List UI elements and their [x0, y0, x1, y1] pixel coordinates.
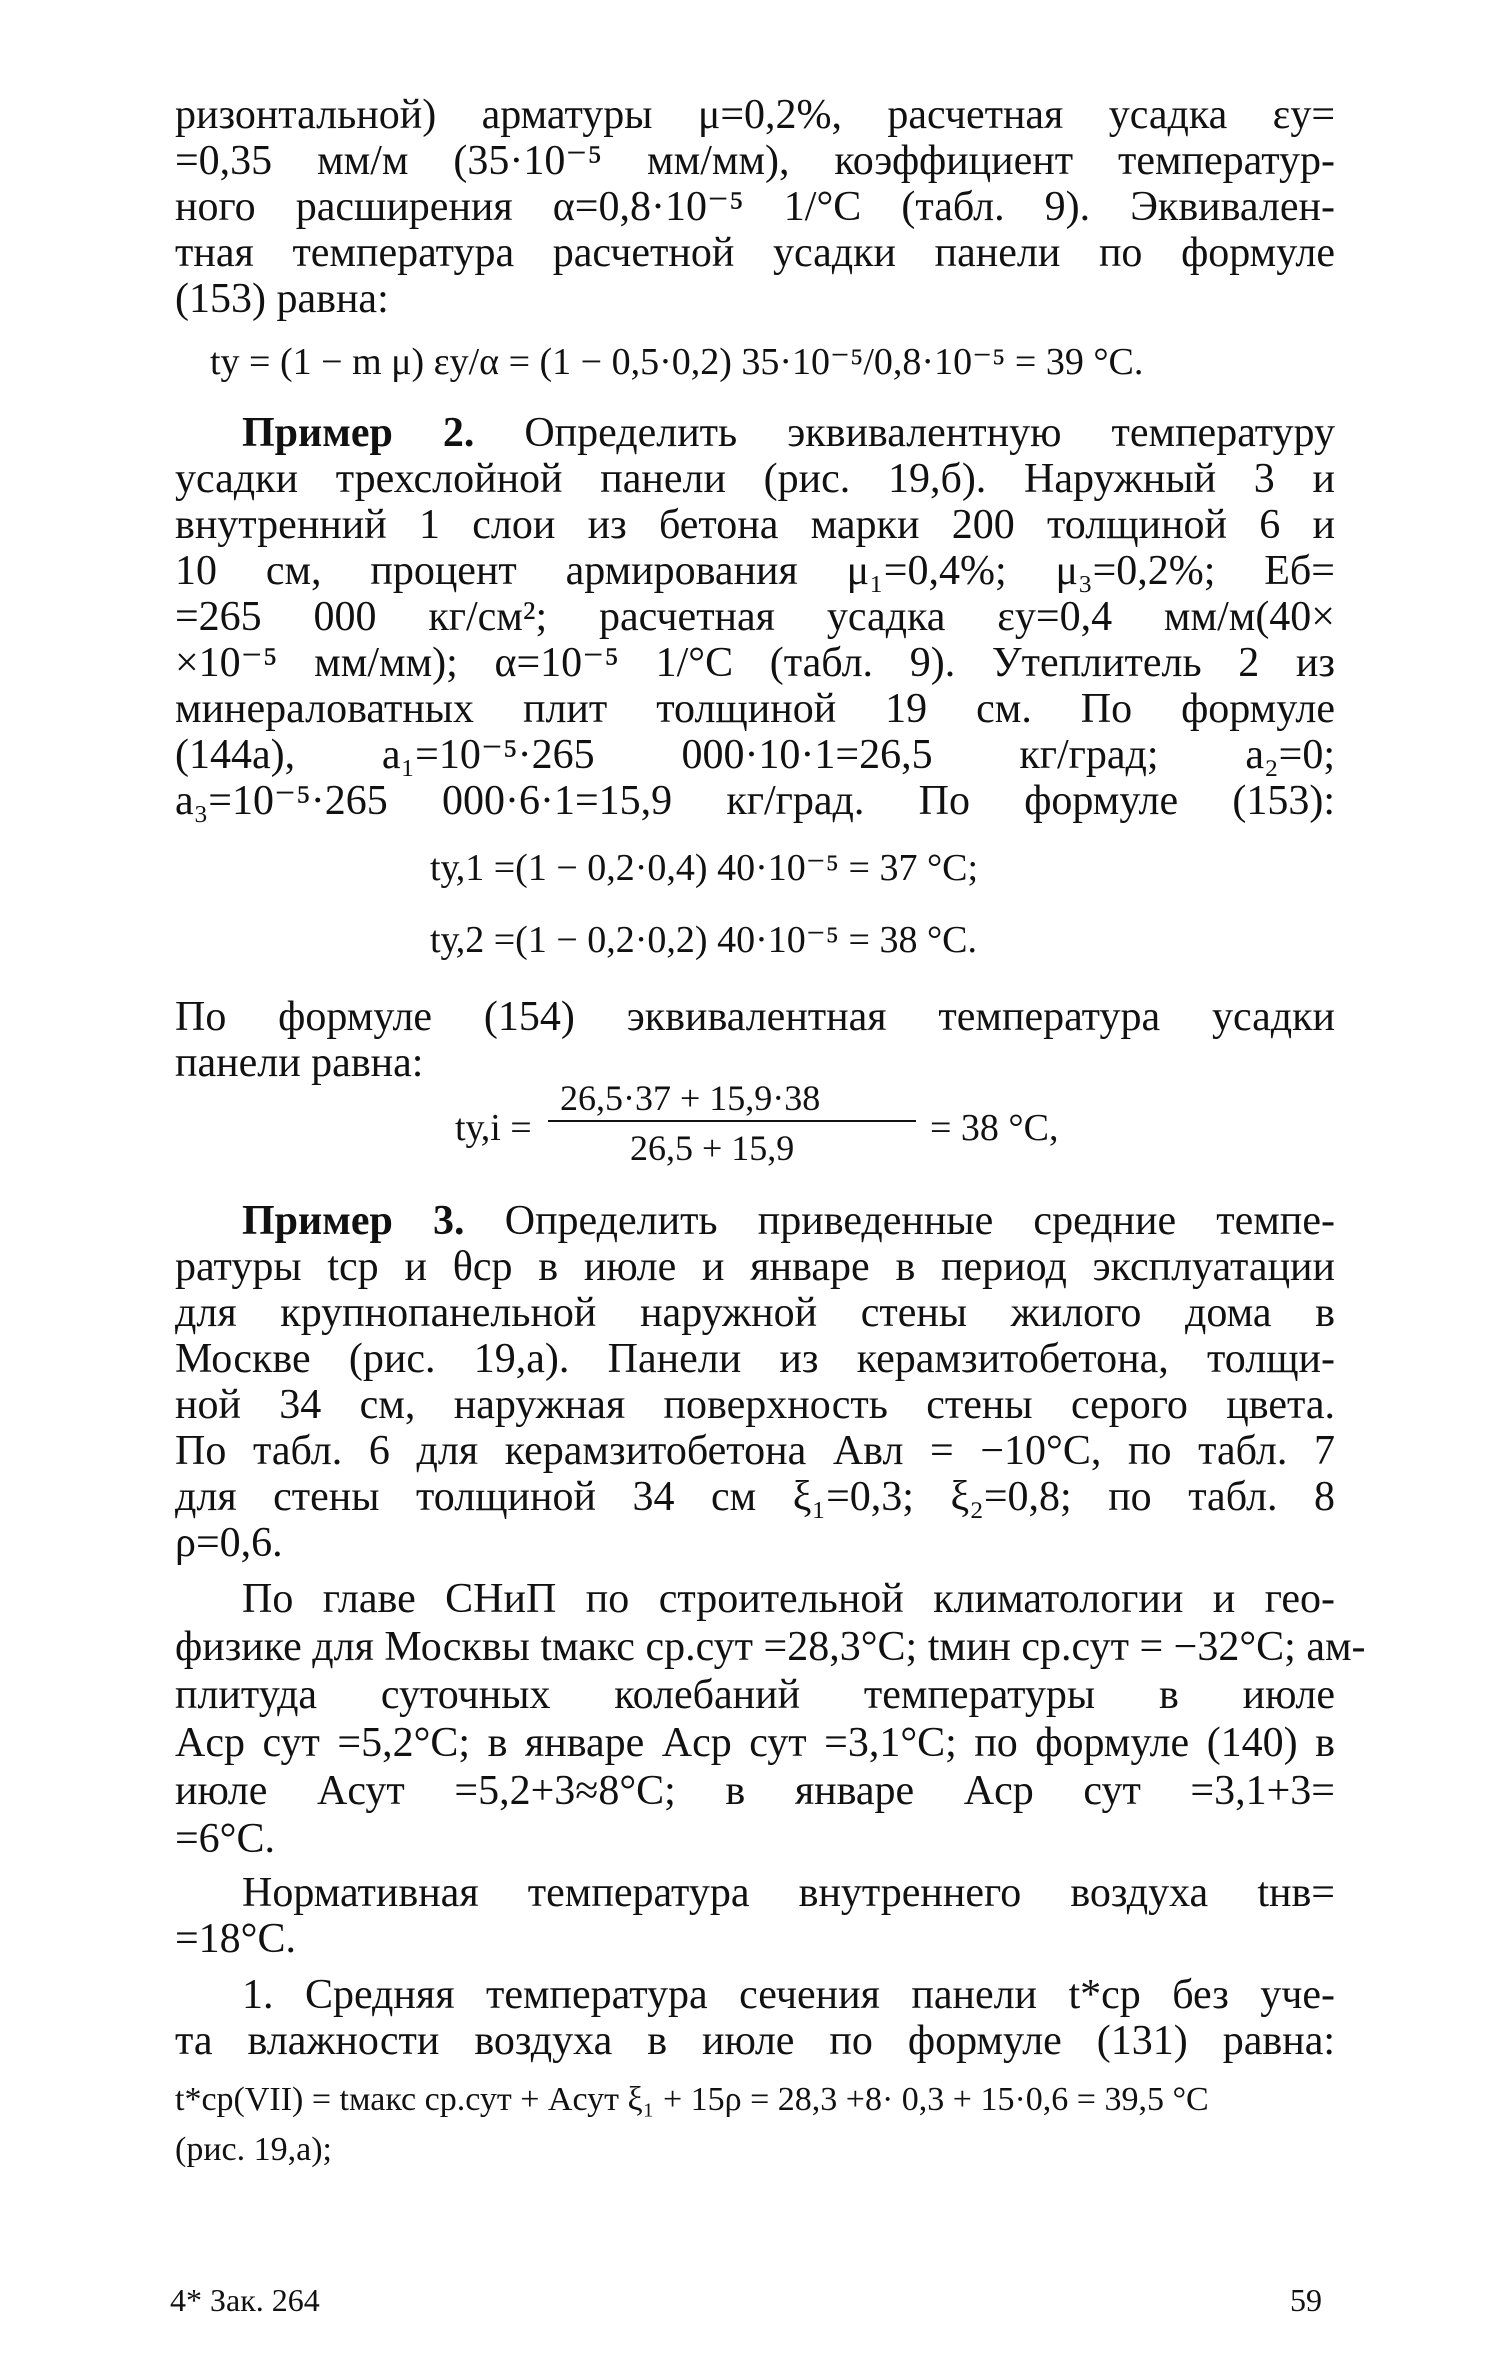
page-number: 59 — [1290, 2282, 1322, 2318]
text-line: ×10⁻⁵ мм/мм); α=10⁻⁵ 1/°С (табл. 9). Утеплитель 2 из — [175, 640, 1335, 686]
text-line: По табл. 6 для керамзитобетона Aвл = −10°С, по табл. 7 — [175, 1428, 1335, 1474]
example-3-heading: Пример 3. — [242, 1198, 465, 1244]
fraction-numerator: 26,5·37 + 15,9·38 — [560, 1078, 821, 1118]
example-3-first-text: Определить приведенные средние темпе- — [504, 1198, 1335, 1244]
example-3-first-line — [242, 1198, 1335, 1244]
text-line: плитуда суточных колебаний температуры в июле — [175, 1672, 1335, 1718]
text-line: для крупнопанельной наружной стены жилого дома в — [175, 1290, 1335, 1336]
text-line: внутренний 1 слои из бетона марки 200 толщиной 6 и — [175, 502, 1335, 548]
text-line: усадки трехслойной панели (рис. 19,б). Наружный 3 и — [175, 456, 1335, 502]
text-line: панели равна: — [175, 1040, 424, 1086]
text-line: та влажности воздуха в июле по формуле (131) равна: — [175, 2018, 1335, 2064]
text-line: минераловатных плит толщиной 19 см. По формуле — [175, 686, 1335, 732]
footer-order-mark: 4* Зак. 264 — [170, 2282, 320, 2318]
text-line: =18°С. — [175, 1916, 296, 1962]
fraction-bar — [548, 1120, 916, 1122]
text-line: ратуры tср и θср в июле и январе в период эксплуатации — [175, 1244, 1335, 1290]
text-line: ρ=0,6. — [175, 1520, 283, 1566]
example-2-heading: Пример 2. — [242, 410, 475, 456]
text-line: (153) равна: — [175, 276, 389, 322]
figure-reference: (рис. 19,а); — [175, 2131, 332, 2168]
formula-ty1: tу,1 =(1 − 0,2·0,4) 40·10⁻⁵ = 37 °С; — [430, 847, 979, 889]
text-line: ной 34 см, наружная поверхность стены серого цвета. — [175, 1382, 1335, 1428]
formula-final: t*ср(VII) = tмакс ср.сут + Aсут ξ₁ + 15ρ = 28,3 +8· 0,3 + 15·0,6 = 39,5 °С — [175, 2081, 1209, 2118]
text-line: 10 см, процент армирования μ₁=0,4%; μ₃=0,2%; Eб= — [175, 548, 1335, 594]
text-line: =6°С. — [175, 1816, 275, 1862]
text-line: =265 000 кг/см²; расчетная усадка εу=0,4 мм/м(40× — [175, 594, 1335, 640]
text-line: июле Aсут =5,2+3≈8°С; в январе Aср сут =3,1+3= — [175, 1768, 1335, 1814]
example-2-first-text: Определить эквивалентную температуру — [524, 410, 1335, 456]
formula-ty: tу = (1 − m μ) εу/α = (1 − 0,5·0,2) 35·10⁻⁵/0,8·10⁻⁵ = 39 °С. — [210, 341, 1144, 383]
text-line: (144а), a₁=10⁻⁵·265 000·10·1=26,5 кг/град; a₂=0; — [175, 732, 1335, 778]
text-line: =0,35 мм/м (35·10⁻⁵ мм/мм), коэффициент температур- — [175, 138, 1335, 184]
text-line: Нормативная температура внутреннего воздуха tнв= — [242, 1870, 1335, 1916]
text-line: тная температура расчетной усадки панели по формуле — [175, 230, 1335, 276]
text-line: ного расширения α=0,8·10⁻⁵ 1/°С (табл. 9). Эквивален- — [175, 184, 1335, 230]
example-2-first-line — [242, 410, 1335, 456]
text-line: 1. Средняя температура сечения панели t*ср без уче- — [242, 1972, 1335, 2018]
fraction-denominator: 26,5 + 15,9 — [630, 1128, 795, 1168]
text-line: Москве (рис. 19,а). Панели из керамзитобетона, толщи- — [175, 1336, 1335, 1382]
fraction-left: tу,i = — [455, 1107, 532, 1149]
fraction-right: = 38 °С, — [930, 1107, 1059, 1149]
text-line: По главе СНиП по строительной климатологии и гео- — [242, 1576, 1335, 1622]
text-line: для стены толщиной 34 см ξ₁=0,3; ξ₂=0,8; по табл. 8 — [175, 1474, 1335, 1520]
formula-ty2: tу,2 =(1 − 0,2·0,2) 40·10⁻⁵ = 38 °С. — [430, 919, 978, 961]
text-line: a₃=10⁻⁵·265 000·6·1=15,9 кг/град. По формуле (153): — [175, 778, 1335, 824]
text-line: ризонтальной) арматуры μ=0,2%, расчетная усадка εу= — [175, 92, 1335, 138]
text-line: По формуле (154) эквивалентная температура усадки — [175, 994, 1335, 1040]
text-line: физике для Москвы tмакс ср.сут =28,3°С; tмин ср.сут = −32°С; ам- — [175, 1624, 1366, 1670]
text-line: Aср сут =5,2°С; в январе Aср сут =3,1°С; по формуле (140) в — [175, 1720, 1335, 1766]
